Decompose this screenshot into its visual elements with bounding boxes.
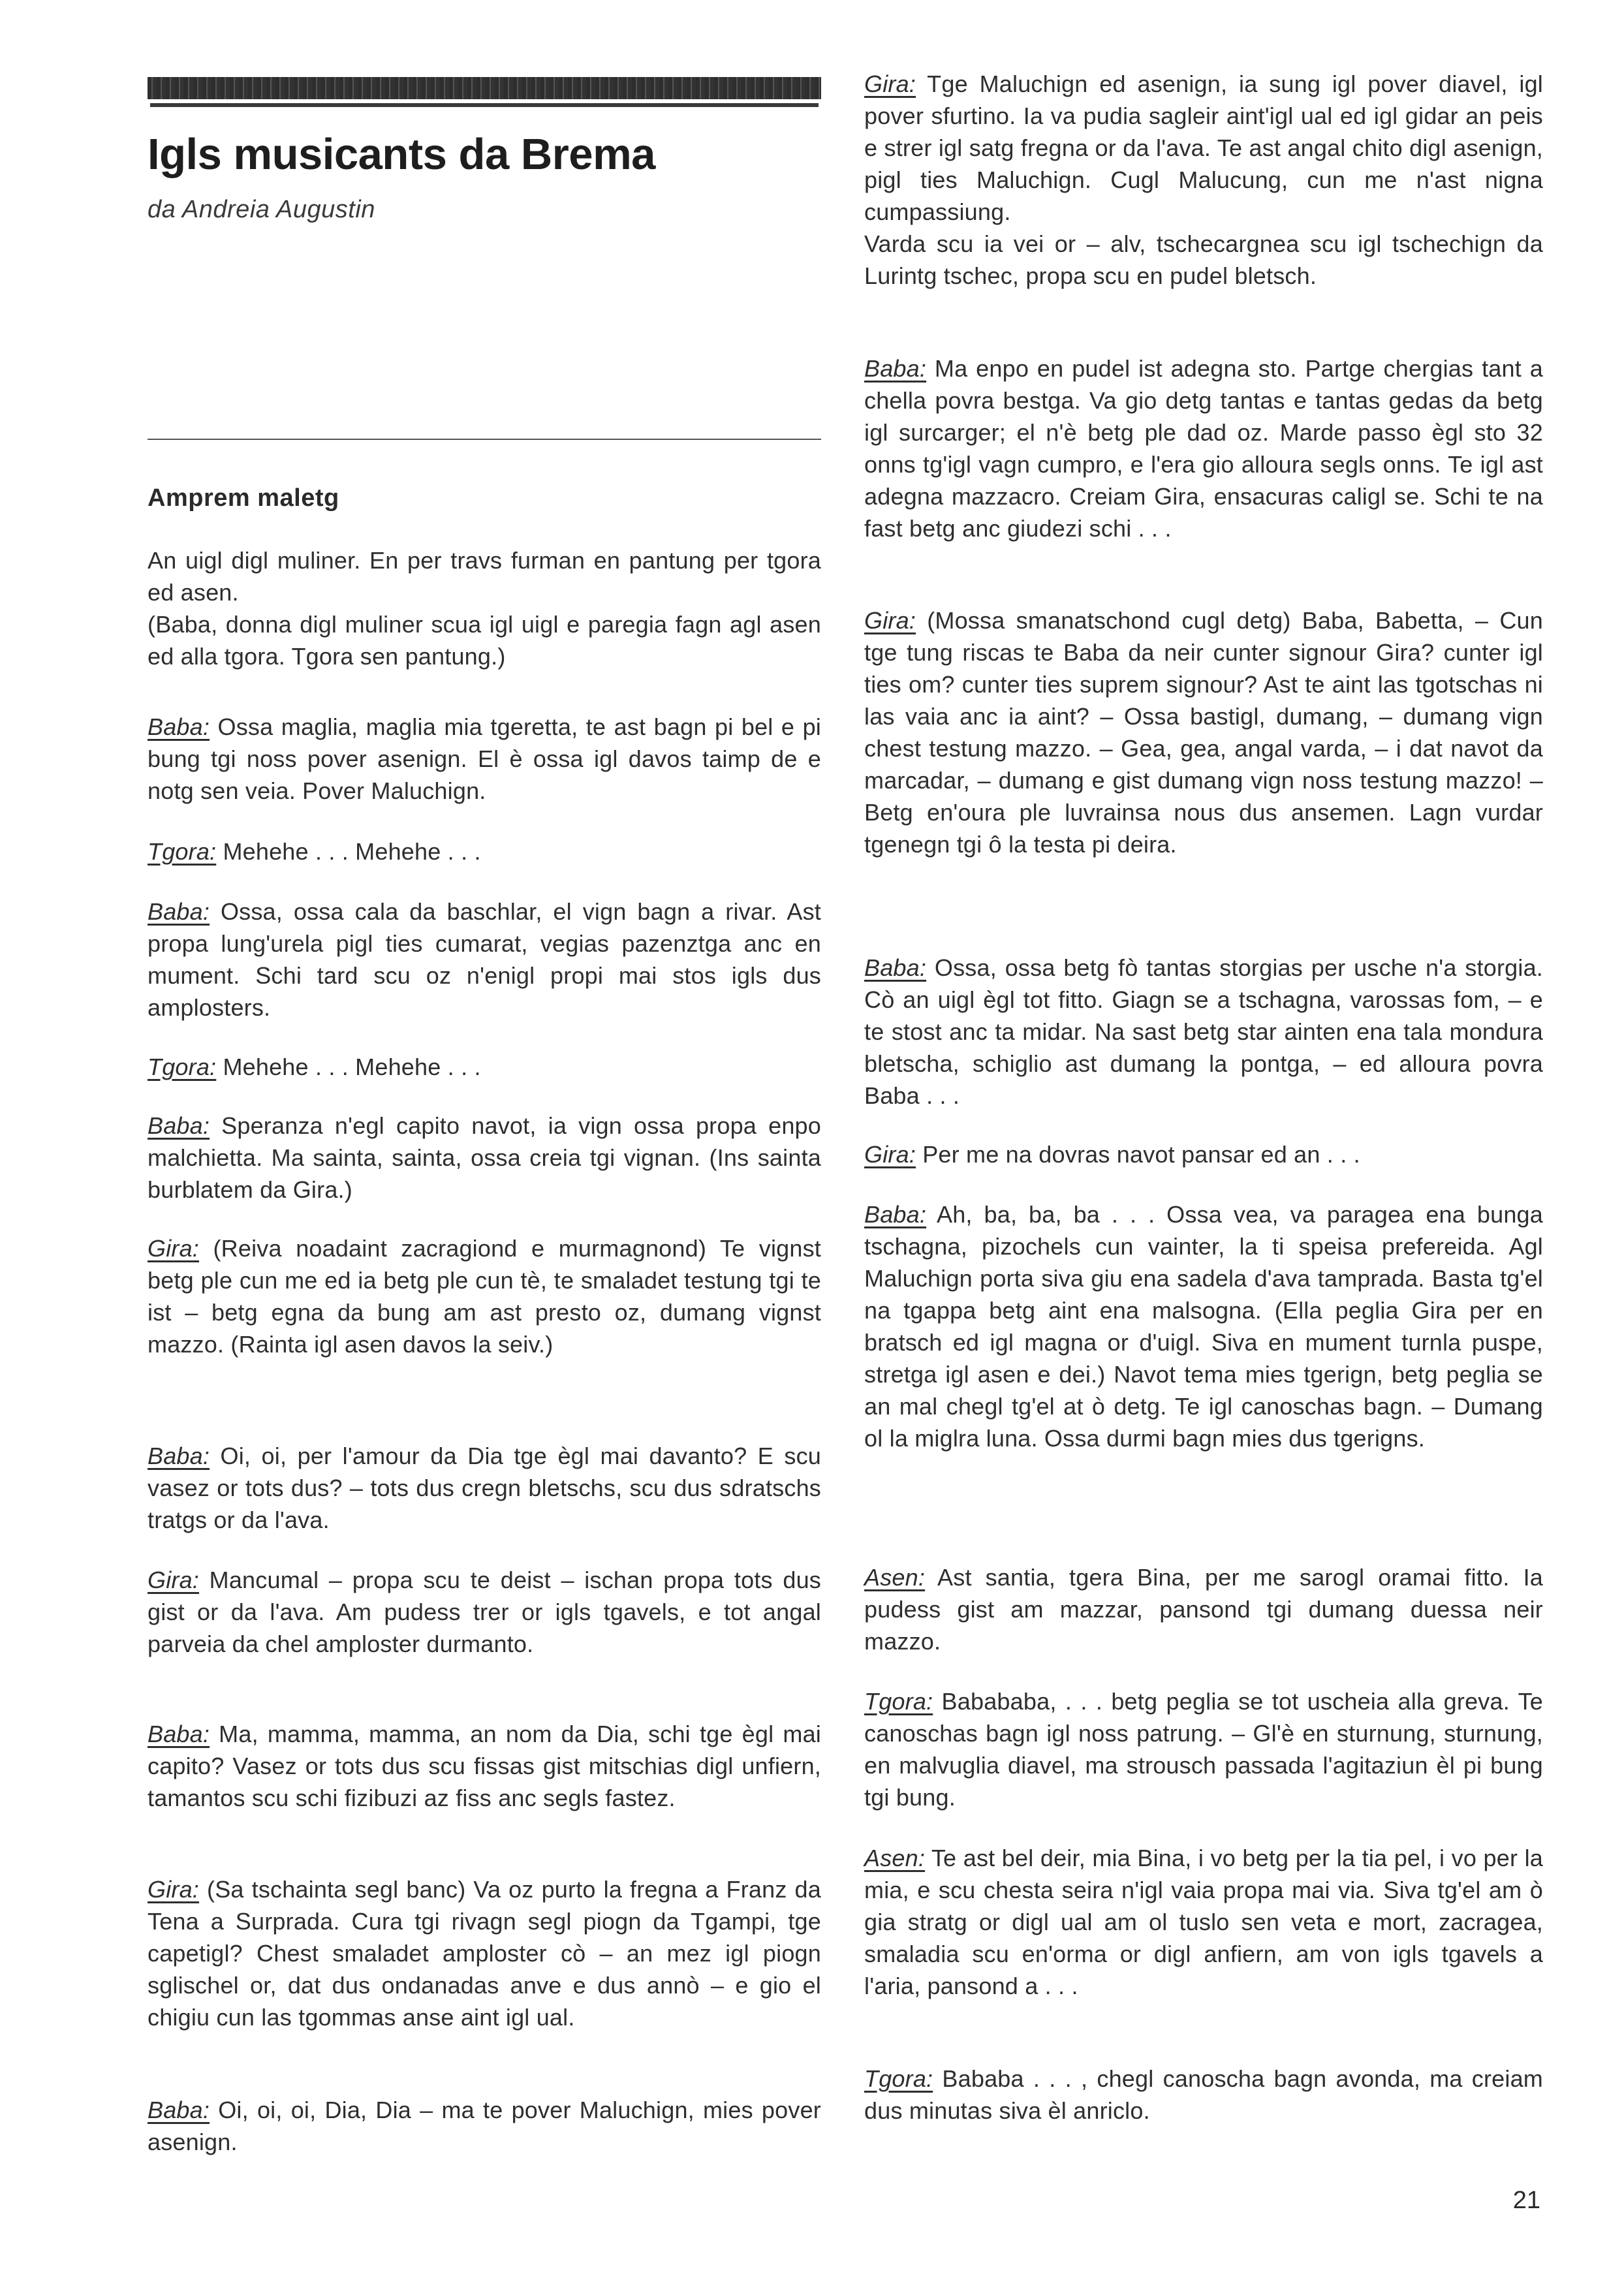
header-decorative-bar bbox=[148, 77, 821, 103]
dialogue-text: Mehehe . . . Mehehe . . . bbox=[216, 1054, 481, 1080]
dialogue-line bbox=[864, 2063, 1543, 2127]
dialogue-text: Ma enpo en pudel ist adegna sto. Partge chergias tant a chella povra bestga. Va gio detg tantas e tantas gedas da betg igl surcarger; el n'è betg ple dad oz. Marde passo ègl sto 32 onns tg'igl vagn cumpro, e l'era gio alloura segls onns. Te igl ast adegna mazzacro. Creiam Gira, ensacuras caligl se. Schi te na fast betg anc giudezi schi . . . bbox=[864, 355, 1543, 542]
speaker-label: Baba: bbox=[148, 898, 210, 925]
speaker-label: Asen: bbox=[864, 1564, 926, 1591]
dialogue-text: Ossa maglia, maglia mia tgeretta, te ast bagn pi bel e pi bung tgi noss pover asenign. El è ossa igl davos taimp de e notg sen veia. Pover Maluchign. bbox=[148, 713, 821, 804]
dialogue-text: Oi, oi, per l'amour da Dia tge ègl mai davanto? E scu vasez or tots dus? – tots dus cregn bletschs, scu dus sdratschs tratgs or da l'ava. bbox=[148, 1443, 821, 1533]
dialogue-text: Ma, mamma, mamma, an nom da Dia, schi tge ègl mai capito? Vasez or tots dus scu fissas gist mitschias digl unfiern, tamantos scu schi fizibuzi az fiss anc segls fastez. bbox=[148, 1721, 821, 1811]
speaker-label: Tgora: bbox=[148, 838, 217, 865]
dialogue-text: (Sa tschainta segl banc) Va oz purto la fregna a Franz da Tena a Surprada. Cura tgi rivagn segl piogn da Tgampi, tge capetigl? Chest smaladet amploster cò – an mez igl piogn sglischel or, dat dus ondanadas anve e dus annò – e gio el chigiu cun las tgommas anse aint igl ual. bbox=[148, 1876, 821, 2031]
speaker-label: Baba: bbox=[864, 1201, 927, 1228]
dialogue-line bbox=[148, 1110, 821, 1206]
speaker-label: Baba: bbox=[148, 2097, 210, 2123]
speaker-label: Gira: bbox=[148, 1876, 200, 1903]
article-title: Igls musicants da Brema bbox=[148, 130, 655, 179]
article-author: da Andreia Augustin bbox=[148, 196, 375, 223]
speaker-label: Tgora: bbox=[864, 1688, 933, 1715]
paragraph: (Baba, donna digl muliner scua igl uigl e paregia fagn agl asen ed alla tgora. Tgora sen pantung.) bbox=[148, 611, 821, 670]
speaker-label: Baba: bbox=[148, 1721, 210, 1747]
speaker-label: Tgora: bbox=[864, 2065, 933, 2092]
dialogue-line bbox=[148, 1232, 821, 1360]
dialogue-line bbox=[864, 352, 1543, 544]
dialogue-text: Babababa, . . . betg peglia se tot uscheia alla greva. Te canoschas bagn igl noss patrung. – Gl'è en sturnung, sturnung, en malvuglia diavel, ma strousch passada l'agitaziun èl pi bung tgi bung. bbox=[864, 1688, 1543, 1811]
section-heading: Amprem maletg bbox=[148, 484, 339, 512]
speaker-label: Gira: bbox=[864, 607, 916, 634]
dialogue-line bbox=[864, 1842, 1543, 2002]
dialogue-line bbox=[148, 1564, 821, 1660]
dialogue-text: Ossa, ossa betg fò tantas storgias per usche n'a storgia. Cò an uigl ègl tot fitto. Giagn se a tschagna, varossas fom, – e te stost anc ta midar. Na sast betg star ainten ena tala mondura bletscha, schiglio ast dumang la pontga, – ed alloura povra Baba . . . bbox=[864, 954, 1543, 1109]
dialogue-text: Mehehe . . . Mehehe . . . bbox=[216, 838, 481, 865]
dialogue-text: Ah, ba, ba, ba . . . Ossa vea, va paragea ena bunga tschagna, pizochels cun vainter, la ti speisa prefereida. Agl Maluchign porta siva giu ena sadela d'ava tamprada. Basta tg'el na tgappa betg aint ena malsogna. (Ella peglia Gira per en bratsch ed igl magna or d'uigl. Siva en mument turnla puspe, stretga igl asen e dei.) Navot tema mies tgerign, betg peglia se an mal chegl tg'el at ò detg. Te igl canoschas bagn. – Dumang ol la miglra luna. Ossa durmi bagn mies dus tgerigns. bbox=[864, 1201, 1543, 1452]
speaker-label: Baba: bbox=[148, 1112, 210, 1139]
dialogue-line bbox=[148, 835, 821, 867]
page-number: 21 bbox=[1512, 2187, 1540, 2214]
dialogue-text: Bababa . . . , chegl canoscha bagn avonda, ma creiam dus minutas siva èl anriclo. bbox=[864, 2065, 1543, 2124]
dialogue-line bbox=[864, 952, 1543, 1112]
dialogue-text: Mancumal – propa scu te deist – ischan propa tots dus gist or da l'ava. Am pudess trer or igls tgavels, e tot angal parveia da chel amploster durmanto. bbox=[148, 1567, 821, 1657]
paragraph: An uigl digl muliner. En per travs furman en pantung per tgora ed asen. bbox=[148, 547, 821, 606]
dialogue-line bbox=[148, 1440, 821, 1536]
dialogue-line bbox=[864, 68, 1543, 292]
dialogue-line bbox=[148, 1051, 821, 1083]
left-block-0 bbox=[148, 544, 821, 672]
dialogue-text: Oi, oi, oi, Dia, Dia – ma te pover Maluchign, mies pover asenign. bbox=[148, 2097, 821, 2155]
dialogue-text: Ast santia, tgera Bina, per me sarogl oramai fitto. Ia pudess gist am mazzar, pansond tgi dumang duessa neir mazzo. bbox=[864, 1564, 1543, 1655]
speaker-label: Baba: bbox=[148, 713, 210, 740]
dialogue-line bbox=[864, 1685, 1543, 1813]
speaker-label: Gira: bbox=[148, 1567, 200, 1593]
dialogue-text: (Mossa smanatschond cugl detg) Baba, Babetta, – Cun tge tung riscas te Baba da neir cunter signour Gira? cunter igl ties om? cunter ties suprem signour? Ast te aint las tgotschas ni las vaia anc ia aint? – Ossa bastigl, dumang, – dumang vign chest testung mazzo. – Gea, gea, angal varda, – i dat navot da marcadar, – dumang e gist dumang vign noss testung mazzo! – Betg en'oura ple luvrainsa nous dus ansemen. Lagn vurdar tgenegn tgi ô la testa pi deira. bbox=[864, 607, 1543, 858]
paragraph bbox=[864, 68, 1543, 228]
dialogue-line bbox=[148, 1873, 821, 2033]
speaker-label: Tgora: bbox=[148, 1054, 217, 1080]
dialogue-line bbox=[148, 896, 821, 1023]
dialogue-line bbox=[148, 1718, 821, 1814]
dialogue-line bbox=[864, 604, 1543, 860]
speaker-label: Gira: bbox=[148, 1235, 200, 1262]
dialogue-text: (Reiva noadaint zacragiond e murmagnond) Te vignst betg ple cun me ed ia betg ple cun tè, te smaladet testung tgi te ist – betg egna da bung am ast presto oz, dumang vignst mazzo. (Rainta igl asen davos la seiv.) bbox=[148, 1235, 821, 1358]
dialogue-text: Ossa, ossa cala da baschlar, el vign bagn a rivar. Ast propa lung'urela pigl ties cumarat, vegias pazenztga anc en mument. Schi tard scu oz n'enigl propi mai stos igls dus amplosters. bbox=[148, 898, 821, 1021]
dialogue-text: Tge Maluchign ed asenign, ia sung igl pover diavel, igl pover sfurtino. Ia va pudia sagleir aint'igl ual ed igl gidar an peis e strer igl satg fregna or da l'ava. Te ast angal chito digl asenign, pigl ties Maluchign. Cugl Malucung, cun me n'ast nigna cumpassiung. bbox=[864, 70, 1543, 225]
speaker-label: Gira: bbox=[864, 1141, 916, 1168]
dialogue-line bbox=[864, 1198, 1543, 1454]
speaker-label: Baba: bbox=[864, 355, 927, 382]
speaker-label: Gira: bbox=[864, 70, 916, 97]
speaker-label: Baba: bbox=[148, 1443, 210, 1469]
speaker-label: Asen: bbox=[864, 1845, 926, 1871]
dialogue-line bbox=[148, 2094, 821, 2158]
speaker-label: Baba: bbox=[864, 954, 927, 981]
dialogue-line bbox=[148, 711, 821, 807]
dialogue-text: Per me na dovras navot pansar ed an . . . bbox=[916, 1141, 1360, 1168]
dialogue-line bbox=[864, 1561, 1543, 1657]
section-divider bbox=[148, 439, 821, 440]
dialogue-text: Speranza n'egl capito navot, ia vign ossa propa enpo malchietta. Ma sainta, sainta, ossa creia tgi vignan. (Ins sainta burblatem da Gira.) bbox=[148, 1112, 821, 1203]
paragraph: Varda scu ia vei or – alv, tschecargnea scu igl tschechign da Lurintg tschec, propa scu en pudel bletsch. bbox=[864, 230, 1543, 289]
dialogue-text: Te ast bel deir, mia Bina, i vo betg per la tia pel, i vo per la mia, e scu chesta seira n'igl vaia propa mai via. Siva tg'el am ò gia stratg or digl ual am ol tuslo sen veta e mort, zacragea, smaladia scu en'orma or digl anfiern, am von igls tgavels a l'aria, pansond a . . . bbox=[864, 1845, 1543, 1999]
dialogue-line bbox=[864, 1138, 1543, 1170]
